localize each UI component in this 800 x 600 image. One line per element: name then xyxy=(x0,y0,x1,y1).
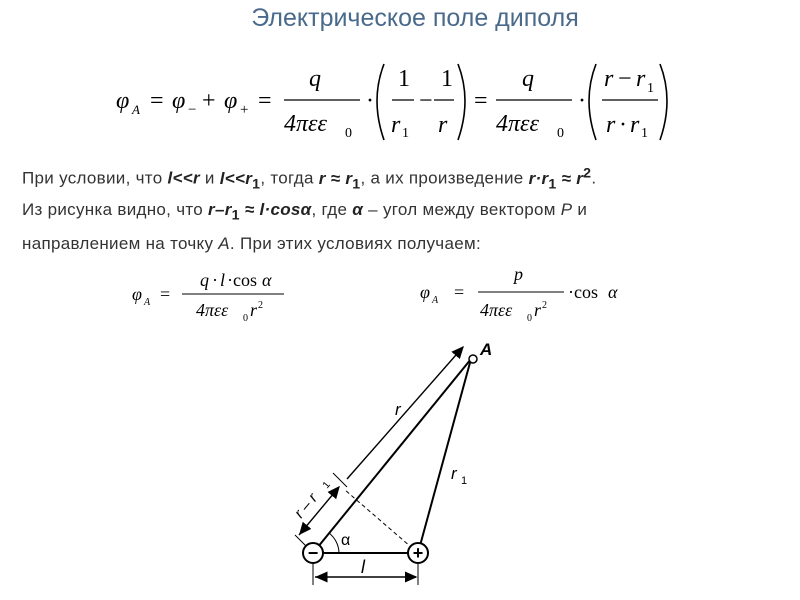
condition-l-r: l<<r xyxy=(167,168,200,188)
r-dimension-line xyxy=(347,347,463,479)
svg-text:−: − xyxy=(307,543,319,563)
svg-text:+: + xyxy=(240,102,249,118)
text-segment: Из рисунка видно, что xyxy=(22,200,209,219)
vector-p: P xyxy=(560,200,573,219)
subscript: 1 xyxy=(252,176,261,193)
svg-text:A: A xyxy=(144,297,151,308)
superscript: 2 xyxy=(583,165,592,181)
condition-line-1 xyxy=(22,165,792,192)
svg-text:α: α xyxy=(608,282,618,302)
svg-text:φ: φ xyxy=(132,284,142,304)
text-segment: направлением на точку xyxy=(22,234,219,253)
projection-dashed-line xyxy=(345,490,418,553)
svg-text:0: 0 xyxy=(527,313,532,324)
l-cos-alpha: ≈ l·cosα xyxy=(239,200,312,219)
svg-text:r: r xyxy=(250,300,258,320)
approx-r-squared: ≈ r xyxy=(556,168,584,188)
svg-text:1: 1 xyxy=(461,475,468,487)
svg-text:=: = xyxy=(474,88,488,114)
svg-text:·: · xyxy=(212,270,218,290)
text-segment: При условии, что xyxy=(22,168,168,188)
svg-text:l: l xyxy=(220,270,226,290)
subscript: 1 xyxy=(352,176,361,193)
text-segment: , тогда xyxy=(260,168,319,188)
svg-text:A: A xyxy=(132,102,140,117)
text-segment: , где xyxy=(311,200,353,219)
text-segment: . При этих условиях получаем: xyxy=(229,234,481,253)
radius-r-line xyxy=(313,359,471,553)
svg-text:2: 2 xyxy=(542,300,547,311)
difference-r-r1: r–r xyxy=(208,200,232,219)
svg-text:1: 1 xyxy=(320,479,333,491)
svg-text:0: 0 xyxy=(345,126,352,141)
result-formula-charge xyxy=(130,264,300,326)
svg-text:4πεε: 4πεε xyxy=(480,300,513,320)
svg-text:φ: φ xyxy=(172,88,186,114)
condition-l-r1: l<<r xyxy=(219,168,253,188)
approx-r-r1: r ≈ r xyxy=(318,168,353,188)
svg-text:p: p xyxy=(514,264,523,284)
svg-text:1: 1 xyxy=(402,126,409,141)
svg-text:=: = xyxy=(160,284,171,304)
svg-text:1: 1 xyxy=(398,66,410,92)
svg-text:·cos: ·cos xyxy=(568,282,598,302)
svg-text:r: r xyxy=(630,112,640,138)
svg-text:4πεε: 4πεε xyxy=(496,111,539,137)
svg-text:r: r xyxy=(438,112,448,138)
slide-title: Электрическое поле диполя xyxy=(251,4,579,32)
subscript: 1 xyxy=(548,176,557,193)
svg-text:r: r xyxy=(534,300,542,320)
svg-text:φ: φ xyxy=(224,88,238,114)
svg-text:q: q xyxy=(309,66,321,92)
label-alpha: α xyxy=(341,532,351,549)
svg-text:q: q xyxy=(200,270,209,290)
svg-text:+: + xyxy=(412,543,424,563)
text-segment: – угол между вектором xyxy=(363,200,561,219)
condition-line-2 xyxy=(22,200,792,223)
svg-text:=: = xyxy=(454,282,465,302)
text-segment: . xyxy=(591,168,597,188)
label-r-minus-r1: r – r xyxy=(291,490,322,522)
svg-text:1: 1 xyxy=(647,81,654,96)
product-r-r1: r·r xyxy=(528,168,549,188)
svg-text:r: r xyxy=(636,66,646,92)
condition-line-3 xyxy=(22,234,792,254)
svg-text:r: r xyxy=(391,112,401,138)
label-r1: r xyxy=(451,464,457,483)
svg-text:·cos: ·cos xyxy=(227,270,257,290)
svg-text:4πεε: 4πεε xyxy=(196,300,229,320)
svg-text:1: 1 xyxy=(441,66,453,92)
svg-text:·: · xyxy=(366,88,374,114)
alpha-arc xyxy=(329,533,339,553)
svg-text:·: · xyxy=(619,112,627,138)
label-a: A xyxy=(480,340,493,359)
svg-text:−: − xyxy=(188,102,197,118)
svg-text:r: r xyxy=(606,112,616,138)
text-segment: и xyxy=(199,168,220,188)
svg-text:r: r xyxy=(604,66,614,92)
svg-text:·: · xyxy=(578,88,586,114)
svg-text:4πεε: 4πεε xyxy=(284,111,327,137)
text-segment: и xyxy=(572,200,588,219)
dipole-diagram xyxy=(275,335,535,600)
point-a-marker xyxy=(469,355,477,363)
svg-text:α: α xyxy=(262,270,272,290)
svg-text:=: = xyxy=(150,88,164,114)
subscript: 1 xyxy=(231,207,240,224)
label-l: l xyxy=(361,557,365,577)
svg-text:0: 0 xyxy=(243,313,248,324)
alpha-symbol: α xyxy=(352,200,364,219)
text-segment: , а их произведение xyxy=(360,168,529,188)
potential-equation xyxy=(112,56,672,144)
svg-text:−: − xyxy=(618,66,632,92)
svg-text:+: + xyxy=(202,88,216,114)
label-r: r xyxy=(395,400,401,419)
svg-text:−: − xyxy=(419,88,433,114)
point-a: A xyxy=(218,234,230,253)
svg-text:A: A xyxy=(432,295,439,306)
result-formula-dipole xyxy=(418,262,648,326)
svg-text:φ: φ xyxy=(116,88,130,114)
svg-text:φ: φ xyxy=(420,282,430,302)
svg-text:q: q xyxy=(522,66,534,92)
svg-text:0: 0 xyxy=(557,126,564,141)
svg-text:2: 2 xyxy=(258,300,263,311)
svg-text:=: = xyxy=(258,88,272,114)
svg-text:1: 1 xyxy=(641,126,648,141)
